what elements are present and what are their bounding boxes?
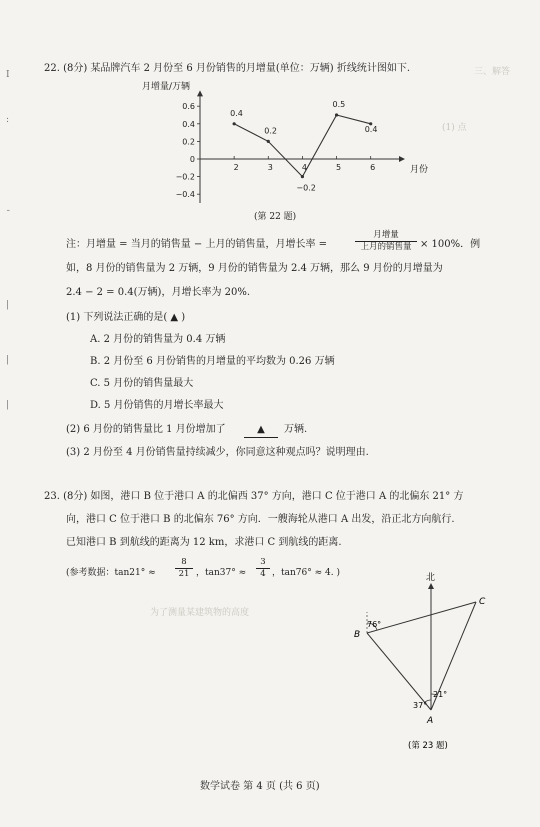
- fraction-numerator: 3: [256, 557, 270, 569]
- q22-sub1: (1) 下列说法正确的是( ▲ ): [66, 312, 186, 323]
- q23-caption: (第 23 题): [408, 741, 448, 751]
- data-point: [301, 175, 304, 178]
- y-tick-label: 0: [189, 155, 195, 164]
- q23-ref-frac1: [175, 557, 193, 580]
- margin-mark: |: [6, 400, 10, 410]
- q22-note-fraction: [355, 230, 417, 253]
- margin-mark: |: [6, 355, 10, 365]
- q23-ref-frac2: [256, 557, 270, 580]
- q22-sub2-suffix: 万辆.: [284, 424, 308, 435]
- q23-ref-c: ，tan76° ≈ 4. ): [272, 568, 340, 578]
- y-tick-label: 0.4: [182, 119, 195, 129]
- q22-caption: (第 22 题): [254, 212, 297, 222]
- fraction-numerator: 月增量: [355, 230, 417, 242]
- q23-line2: 向，港口 C 位于港口 B 的北偏东 76° 方向．一艘海轮从港口 A 出发，沿正北方向航行.: [66, 514, 455, 525]
- chart-x-axis-label: 月份: [410, 165, 429, 175]
- point-a-label: A: [427, 716, 434, 726]
- bleed-through-text: 三、解答: [474, 67, 511, 77]
- chart-y-ticks: [176, 102, 200, 199]
- q22-note-line1a: 注：月增量 = 当月的销售量 − 上月的销售量，月增长率 =: [66, 239, 328, 250]
- y-tick-label: 0.2: [182, 137, 195, 147]
- chart-data-labels: [230, 100, 377, 193]
- margin-mark: :: [6, 115, 10, 125]
- q22-sub2-blank: ▲: [244, 423, 278, 438]
- x-tick-label: 4: [301, 163, 307, 172]
- side-bc: [367, 602, 476, 633]
- q22-line-chart: [130, 78, 430, 208]
- data-label: 0.4: [230, 108, 243, 118]
- margin-mark: |: [6, 300, 10, 310]
- q22-sub2-prefix: (2) 6 月份的销售量比 1 月份增加了: [66, 424, 226, 435]
- x-tick-label: 6: [370, 163, 376, 172]
- q22-sub3: (3) 2 月份至 4 月份销售量持续减少，你同意这种观点吗？说明理由.: [66, 447, 369, 458]
- x-tick-label: 3: [267, 163, 273, 172]
- q23-ref-a: (参考数据：tan21° ≈: [66, 568, 156, 578]
- chart-x-ticks: [234, 156, 376, 172]
- data-label: 0.4: [364, 124, 378, 134]
- data-label: 0.2: [264, 126, 278, 136]
- q22-note-line1b: × 100%．例: [420, 239, 481, 250]
- side-ab: [367, 633, 431, 710]
- q22-option-d: D. 5 月份销售的月增长率最大: [90, 400, 224, 411]
- q22-option-b: B. 2 月份至 6 月份销售的月增量的平均数为 0.26 万辆: [90, 356, 335, 367]
- fraction-denominator: 21: [178, 569, 190, 579]
- q23-ref-b: ，tan37° ≈: [196, 568, 247, 578]
- north-label: 北: [426, 573, 436, 583]
- data-point: [267, 140, 270, 143]
- fraction-denominator: 4: [260, 569, 266, 579]
- q23-line3: 已知港口 B 到航线的距离为 12 km，求港口 C 到航线的距离.: [66, 537, 342, 548]
- x-tick-label: 5: [336, 163, 342, 172]
- data-point: [233, 122, 236, 125]
- bleed-through-text: 为了测量某建筑物的高度: [150, 608, 250, 618]
- y-tick-label: 0.6: [182, 102, 195, 112]
- q22-note-line2: 如，8 月份的销售量为 2 万辆，9 月份的销售量为 2.4 万辆，那么 9 月份的月增量为: [66, 263, 443, 274]
- fraction-denominator: 上月的销售量: [360, 242, 412, 252]
- margin-mark: ˉ: [6, 210, 11, 220]
- q22-note-line3: 2.4 − 2 = 0.4(万辆)，月增长率为 20%.: [66, 287, 251, 298]
- angle-37-label: 37°: [413, 701, 428, 710]
- q22-option-a: A. 2 月份的销售量为 0.4 万辆: [90, 334, 226, 345]
- x-tick-label: 2: [233, 163, 239, 172]
- q22-option-c: C. 5 月份的销售量最大: [90, 378, 194, 389]
- angle-76-label: 76°: [367, 620, 382, 629]
- data-label: 0.5: [332, 100, 346, 109]
- fraction-numerator: 8: [175, 557, 193, 569]
- angle-21-label: 21°: [433, 690, 448, 699]
- y-tick-label: −0.2: [175, 172, 195, 182]
- q23-line1: 23. (8分) 如图，港口 B 位于港口 A 的北偏西 37° 方向，港口 C 位于港口 A 的北偏东 21° 方: [44, 491, 464, 502]
- q23-geometry-figure: [340, 566, 510, 752]
- q22-stem: 22. (8分) 某品牌汽车 2 月份至 6 月份销售的月增量(单位：万辆) 折线统计图如下.: [44, 63, 411, 74]
- point-c-label: C: [479, 597, 486, 607]
- data-label: −0.2: [296, 183, 316, 193]
- chart-y-axis-label: 月增量/万辆: [142, 82, 191, 92]
- y-tick-label: −0.4: [175, 190, 195, 200]
- point-b-label: B: [354, 630, 361, 640]
- bleed-through-text: (1) 点: [442, 123, 467, 133]
- data-point: [335, 113, 338, 116]
- page-footer: 数学试卷 第 4 页 (共 6 页): [200, 781, 320, 792]
- margin-mark: I: [6, 70, 10, 80]
